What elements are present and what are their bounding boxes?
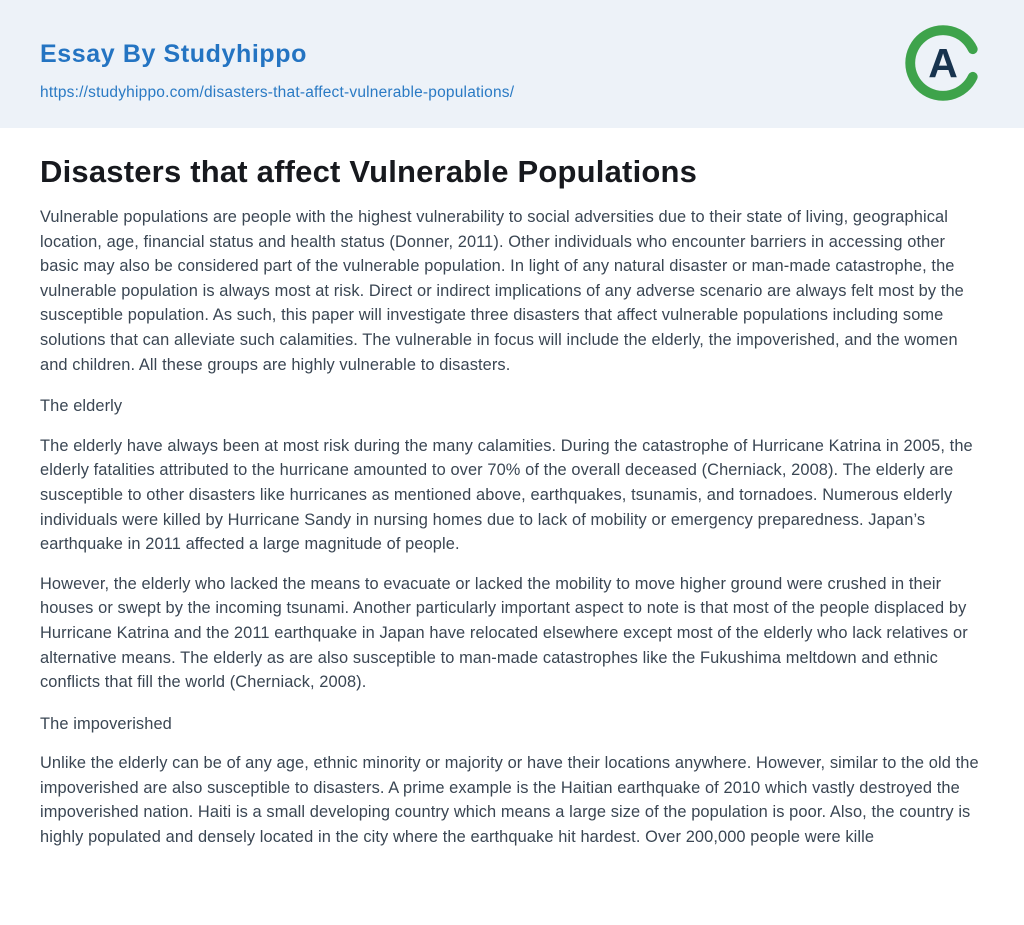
article-paragraph: The elderly have always been at most risk during the many calamities. During the catastrophe of Hurricane Katrina in 2005, the elderly fatalities attributed to the hurricane amounted to over 70% of the overall deceased (Cherniack, 2008). The elderly are susceptible to other disasters like hurricanes as mentioned above, earthquakes, tsunamis, and tornadoes. Numerous elderly individuals were killed by Hurricane Sandy in nursing homes due to lack of mobility or emergency preparedness. Japan’s earthquake in 2011 affected a large magnitude of people. <box>40 436 973 554</box>
article-paragraph: However, the elderly who lacked the means to evacuate or lacked the mobility to move higher ground were crushed in their houses or swept by the incoming tsunami. Another particularly important aspect to note is that most of the people displaced by Hurricane Katrina and the 2011 earthquake in Japan have relocated elsewhere except most of the elderly who lack relatives or alternative means. The elderly as are also susceptible to man-made catastrophes like the Fukushima meltdown and ethnic conflicts that fill the world (Cherniack, 2008). <box>40 574 968 692</box>
section-heading-the-elderly: The elderly <box>40 397 123 416</box>
article-paragraph: Vulnerable populations are people with the highest vulnerability to social adversities due to their state of living, geographical location, age, financial status and health status (Donner, 2011). Other individuals who encounter barriers in accessing other basic may also be considered part of the vulnerable population. In light of any natural disaster or man-made catastrophe, the vulnerable population is always most at risk. Direct or indirect implications of any adverse scenario are always felt most by the susceptible population. As such, this paper will investigate three disasters that affect vulnerable populations including some solutions that can alleviate such calamities. The vulnerable in focus will include the elderly, the impoverished, and the women and children. All these groups are highly vulnerable to disasters. <box>40 208 964 374</box>
article-paragraph: Unlike the elderly can be of any age, ethnic minority or majority or have their locations anywhere. However, similar to the old the impoverished are also susceptible to disasters. A prime example is the Haitian earthquake of 2010 which vastly destroyed the impoverished nation. Haiti is a small developing country which means a large size of the population is poor. Also, the country is highly populated and densely located in the city where the earthquake hit hardest. Over 200,000 people were kille <box>40 754 979 847</box>
article-title: Disasters that affect Vulnerable Populations <box>40 154 698 189</box>
logo-letter: A <box>928 39 958 86</box>
logo-a-icon <box>902 22 984 104</box>
section-heading-the-impoverished: The impoverished <box>40 714 172 733</box>
site-title: Essay By Studyhippo <box>40 40 308 68</box>
studyhippo-logo <box>902 22 984 104</box>
essay-content <box>0 154 1024 850</box>
source-url-link[interactable]: https://studyhippo.com/disasters-that-affect-vulnerable-populations/ <box>40 84 515 101</box>
page-header <box>0 0 1024 128</box>
